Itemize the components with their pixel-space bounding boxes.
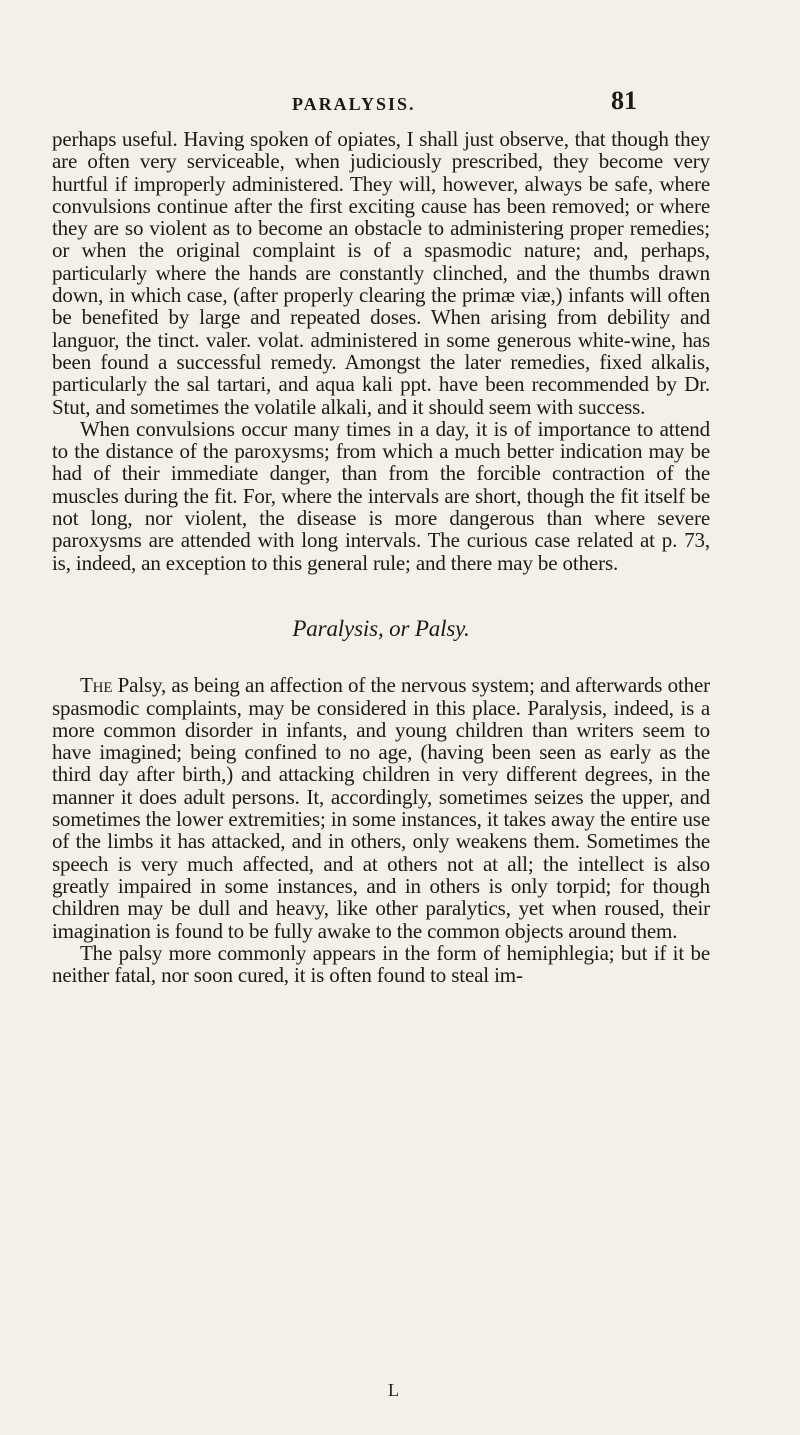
paragraph-convulsions: When convulsions occur many times in a day, it is of importance to attend to the distance of the paroxysms; from which a much better indication may be had of their immediate danger, than from the forcible contraction of the muscles during the fit. For, where the intervals are short, though the fit itself be not long, nor violent, the disease is more dangerous than where severe paroxysms are attended with long intervals. The curious case related at p. 73, is, indeed, an exception to this general rule; and there may be others. <box>52 416 710 575</box>
paragraph-lead-word: The <box>80 673 113 698</box>
page-number: 81 <box>611 86 637 115</box>
paragraph-hemiphlegia: The palsy more commonly appears in the form of hemiphlegia; but if it be neither fatal, nor soon cured, it is often found to steal im- <box>52 940 710 988</box>
page-header <box>0 86 800 126</box>
body-text <box>52 128 710 986</box>
paragraph-opiates: perhaps useful. Having spoken of opiates, I shall just observe, that though they are often very serviceable, when judiciously prescribed, they become very hurtful if improperly administered. They will, however, always be safe, where convulsions continue after the first exciting cause has been removed; or where they are so violent as to become an obstacle to administering proper remedies; or when the original complaint is of a spasmodic nature; and, perhaps, particularly where the hands are constantly clinched, and the thumbs drawn down, in which case, (after properly clearing the primæ viæ,) infants will often be benefited by large and repeated doses. When arising from debility and languor, the tinct. valer. volat. administered in some generous white-wine, has been found a successful remedy. Amongst the later remedies, fixed alkalis, particularly the sal tartari, and aqua kali ppt. have been recommended by Dr. Stut, and sometimes the volatile alkali, and it should seem with success. <box>52 127 710 419</box>
section-heading: Paralysis, or Palsy. <box>292 615 470 641</box>
running-head: PARALYSIS. <box>292 94 416 114</box>
paragraph-palsy <box>52 674 710 942</box>
paragraph-palsy-text: Palsy, as being an affection of the nervous system; and afterwards other spasmodic complaints, may be considered in this place. Paralysis, indeed, is a more common disorder in infants, and young children than writers seem to have imagined; being confined to no age, (having been seen as early as the third day after birth,) and attacking children in very different degrees, in the manner it does adult persons. It, accordingly, sometimes seizes the upper, and sometimes the lower extremities; in some instances, it takes away the entire use of the limbs it has attacked, and in others, only weakens them. Sometimes the speech is very much affected, and at others not at all; the intellect is also greatly impaired in some instances, and in others is only torpid; for though children may be dull and heavy, like other paralytics, yet when roused, their imagination is found to be fully awake to the common objects around them. <box>52 673 710 943</box>
signature-mark: L <box>388 1380 399 1400</box>
